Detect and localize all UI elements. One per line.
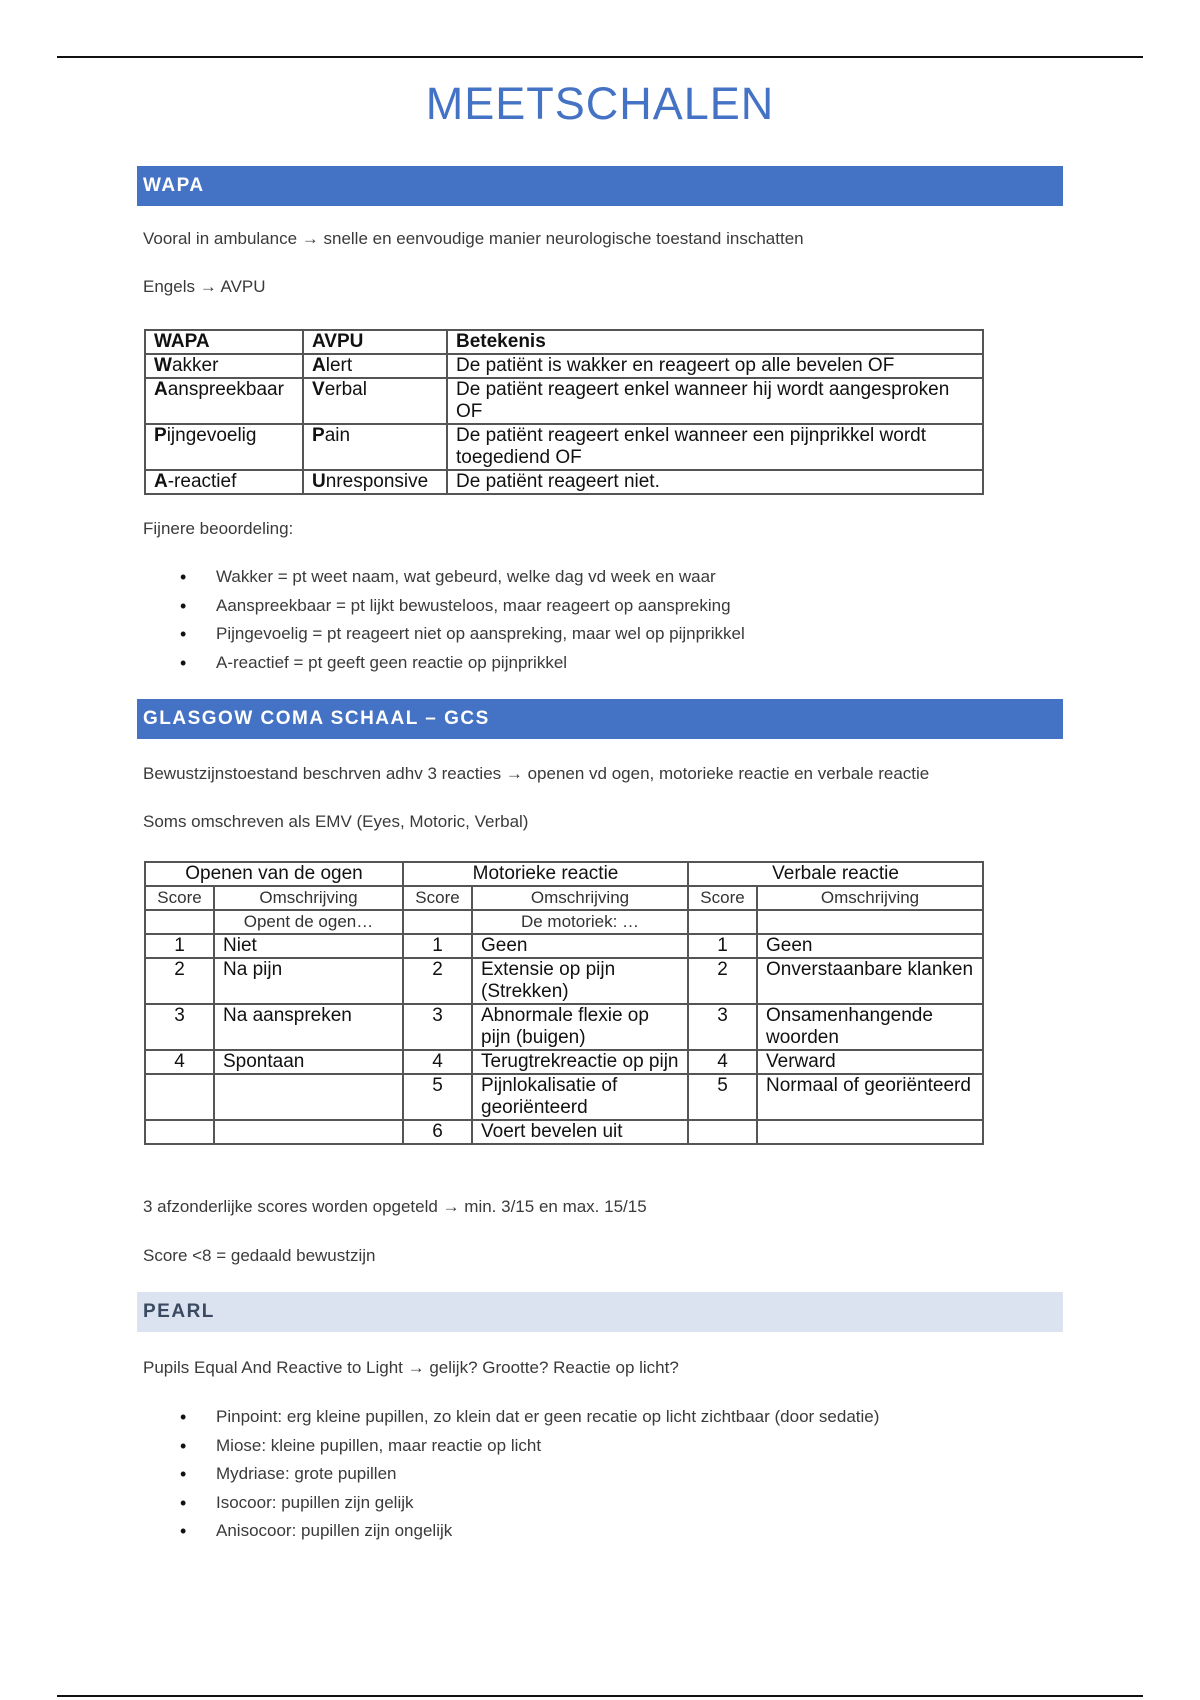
group-verbal: Verbale reactie bbox=[688, 862, 983, 886]
list-item: • Pijngevoelig = pt reageert niet op aanspreking, maar wel op pijnprikkel bbox=[143, 623, 745, 652]
section-heading-wapa: WAPA bbox=[137, 166, 1063, 206]
wapa-bullet-list bbox=[143, 566, 745, 680]
pearl-intro: Pupils Equal And Reactive to Light → gelijk? Grootte? Reactie op licht? bbox=[143, 1358, 679, 1377]
score-header: Score bbox=[688, 886, 757, 910]
section-heading-pearl: PEARL bbox=[137, 1292, 1063, 1332]
table-row bbox=[145, 424, 983, 470]
initial-letter: A bbox=[154, 471, 168, 492]
wapa-intro: Vooral in ambulance → snelle en eenvoudige manier neurologische toestand inschatten bbox=[143, 229, 804, 248]
motor-description: Voert bevelen uit bbox=[472, 1120, 688, 1144]
list-item: • Aanspreekbaar = pt lijkt bewusteloos, maar reageert op aanspreking bbox=[143, 595, 745, 624]
verbal-score: 3 bbox=[688, 1004, 757, 1050]
word-rest: nresponsive bbox=[325, 471, 429, 492]
list-item: • Mydriase: grote pupillen bbox=[143, 1463, 879, 1492]
wapa-cell bbox=[145, 354, 303, 378]
table-header-row bbox=[145, 330, 983, 354]
initial-letter: A bbox=[154, 379, 168, 400]
list-item: • Anisocoor: pupillen zijn ongelijk bbox=[143, 1520, 879, 1549]
empty-cell bbox=[145, 910, 214, 934]
motor-score: 2 bbox=[403, 958, 472, 1004]
initial-letter: P bbox=[312, 425, 325, 446]
list-item: • Isocoor: pupillen zijn gelijk bbox=[143, 1492, 879, 1521]
group-motor: Motorieke reactie bbox=[403, 862, 688, 886]
initial-letter: V bbox=[312, 379, 325, 400]
eyes-score: 4 bbox=[145, 1050, 214, 1074]
score-header: Score bbox=[145, 886, 214, 910]
meaning-cell: De patiënt reageert enkel wanneer hij wordt aangesproken OF bbox=[447, 378, 983, 424]
verbal-score bbox=[688, 1120, 757, 1144]
motor-description: Geen bbox=[472, 934, 688, 958]
eyes-description: Na aanspreken bbox=[214, 1004, 403, 1050]
empty-cell bbox=[757, 910, 983, 934]
eyes-score: 1 bbox=[145, 934, 214, 958]
eyes-description: Na pijn bbox=[214, 958, 403, 1004]
motor-score: 6 bbox=[403, 1120, 472, 1144]
finer-assessment-label: Fijnere beoordeling: bbox=[143, 519, 294, 538]
meaning-cell: De patiënt is wakker en reageert op alle bevelen OF bbox=[447, 354, 983, 378]
table-row bbox=[145, 354, 983, 378]
score-header: Score bbox=[403, 886, 472, 910]
gcs-sum-note: 3 afzonderlijke scores worden opgeteld → min. 3/15 en max. 15/15 bbox=[143, 1197, 647, 1216]
pearl-bullet-list bbox=[143, 1406, 879, 1549]
avpu-cell bbox=[303, 470, 447, 494]
page-title: MEETSCHALEN bbox=[425, 78, 775, 129]
verbal-score: 2 bbox=[688, 958, 757, 1004]
motor-description: Pijnlokalisatie of georiënteerd bbox=[472, 1074, 688, 1120]
eyes-description bbox=[214, 1074, 403, 1120]
bottom-rule bbox=[57, 1695, 1143, 1697]
gcs-intro: Bewustzijnstoestand beschrven adhv 3 reacties → openen vd ogen, motorieke reactie en verbale reactie bbox=[143, 764, 930, 783]
table-row bbox=[145, 1050, 983, 1074]
empty-cell bbox=[688, 910, 757, 934]
section-heading-gcs: GLASGOW COMA SCHAAL – GCS bbox=[137, 699, 1063, 739]
meaning-cell: De patiënt reageert niet. bbox=[447, 470, 983, 494]
empty-cell bbox=[403, 910, 472, 934]
initial-letter: W bbox=[154, 355, 172, 376]
verbal-description: Normaal of georiënteerd bbox=[757, 1074, 983, 1120]
meaning-cell: De patiënt reageert enkel wanneer een pijnprikkel wordt toegediend OF bbox=[447, 424, 983, 470]
word-rest: ijngevoelig bbox=[166, 425, 257, 446]
verbal-description: Verward bbox=[757, 1050, 983, 1074]
verbal-description: Onsamenhangende woorden bbox=[757, 1004, 983, 1050]
list-item: • A-reactief = pt geeft geen reactie op pijnprikkel bbox=[143, 652, 745, 681]
word-rest: akker bbox=[171, 355, 219, 376]
group-header-row bbox=[145, 862, 983, 886]
wapa-cell bbox=[145, 470, 303, 494]
description-header: Omschrijving bbox=[757, 886, 983, 910]
gcs-threshold-note: Score <8 = gedaald bewustzijn bbox=[143, 1246, 376, 1265]
verbal-score: 4 bbox=[688, 1050, 757, 1074]
table-row bbox=[145, 934, 983, 958]
motor-description: Abnormale flexie op pijn (buigen) bbox=[472, 1004, 688, 1050]
motor-prefix: De motoriek: … bbox=[472, 910, 688, 934]
eyes-score bbox=[145, 1120, 214, 1144]
eyes-score bbox=[145, 1074, 214, 1120]
table-row bbox=[145, 1074, 983, 1120]
table-row bbox=[145, 470, 983, 494]
eyes-prefix: Opent de ogen… bbox=[214, 910, 403, 934]
prefix-row bbox=[145, 910, 983, 934]
table-row bbox=[145, 1004, 983, 1050]
word-rest: lert bbox=[325, 355, 353, 376]
verbal-description: Onverstaanbare klanken bbox=[757, 958, 983, 1004]
verbal-description: Geen bbox=[757, 934, 983, 958]
motor-score: 1 bbox=[403, 934, 472, 958]
motor-score: 5 bbox=[403, 1074, 472, 1120]
avpu-cell bbox=[303, 378, 447, 424]
list-item: • Pinpoint: erg kleine pupillen, zo klein dat er geen recatie op licht zichtbaar (door sedatie) bbox=[143, 1406, 879, 1435]
eyes-description: Niet bbox=[214, 934, 403, 958]
header-wapa: WAPA bbox=[145, 330, 303, 354]
motor-description: Terugtrekreactie op pijn bbox=[472, 1050, 688, 1074]
list-item: • Wakker = pt weet naam, wat gebeurd, welke dag vd week en waar bbox=[143, 566, 745, 595]
table-row bbox=[145, 378, 983, 424]
initial-letter: A bbox=[312, 355, 326, 376]
header-avpu: AVPU bbox=[303, 330, 447, 354]
initial-letter: U bbox=[312, 471, 326, 492]
description-header: Omschrijving bbox=[472, 886, 688, 910]
wapa-avpu-table bbox=[144, 329, 984, 495]
word-rest: anspreekbaar bbox=[167, 379, 284, 400]
motor-score: 3 bbox=[403, 1004, 472, 1050]
motor-score: 4 bbox=[403, 1050, 472, 1074]
table-row bbox=[145, 958, 983, 1004]
avpu-cell bbox=[303, 424, 447, 470]
table-row bbox=[145, 1120, 983, 1144]
motor-description: Extensie op pijn (Strekken) bbox=[472, 958, 688, 1004]
word-rest: erbal bbox=[324, 379, 367, 400]
verbal-score: 5 bbox=[688, 1074, 757, 1120]
word-rest: -reactief bbox=[167, 471, 237, 492]
word-rest: ain bbox=[324, 425, 351, 446]
list-item: • Miose: kleine pupillen, maar reactie op licht bbox=[143, 1435, 879, 1464]
avpu-cell bbox=[303, 354, 447, 378]
header-betekenis: Betekenis bbox=[447, 330, 983, 354]
column-header-row bbox=[145, 886, 983, 910]
group-eyes: Openen van de ogen bbox=[145, 862, 403, 886]
wapa-cell bbox=[145, 424, 303, 470]
eyes-description bbox=[214, 1120, 403, 1144]
eyes-description: Spontaan bbox=[214, 1050, 403, 1074]
initial-letter: P bbox=[154, 425, 167, 446]
eyes-score: 3 bbox=[145, 1004, 214, 1050]
gcs-emv-note: Soms omschreven als EMV (Eyes, Motoric, Verbal) bbox=[143, 812, 529, 831]
wapa-english-note: Engels → AVPU bbox=[143, 277, 266, 296]
verbal-description bbox=[757, 1120, 983, 1144]
top-rule bbox=[57, 56, 1143, 58]
description-header: Omschrijving bbox=[214, 886, 403, 910]
eyes-score: 2 bbox=[145, 958, 214, 1004]
wapa-cell bbox=[145, 378, 303, 424]
verbal-score: 1 bbox=[688, 934, 757, 958]
gcs-table bbox=[144, 861, 984, 1145]
